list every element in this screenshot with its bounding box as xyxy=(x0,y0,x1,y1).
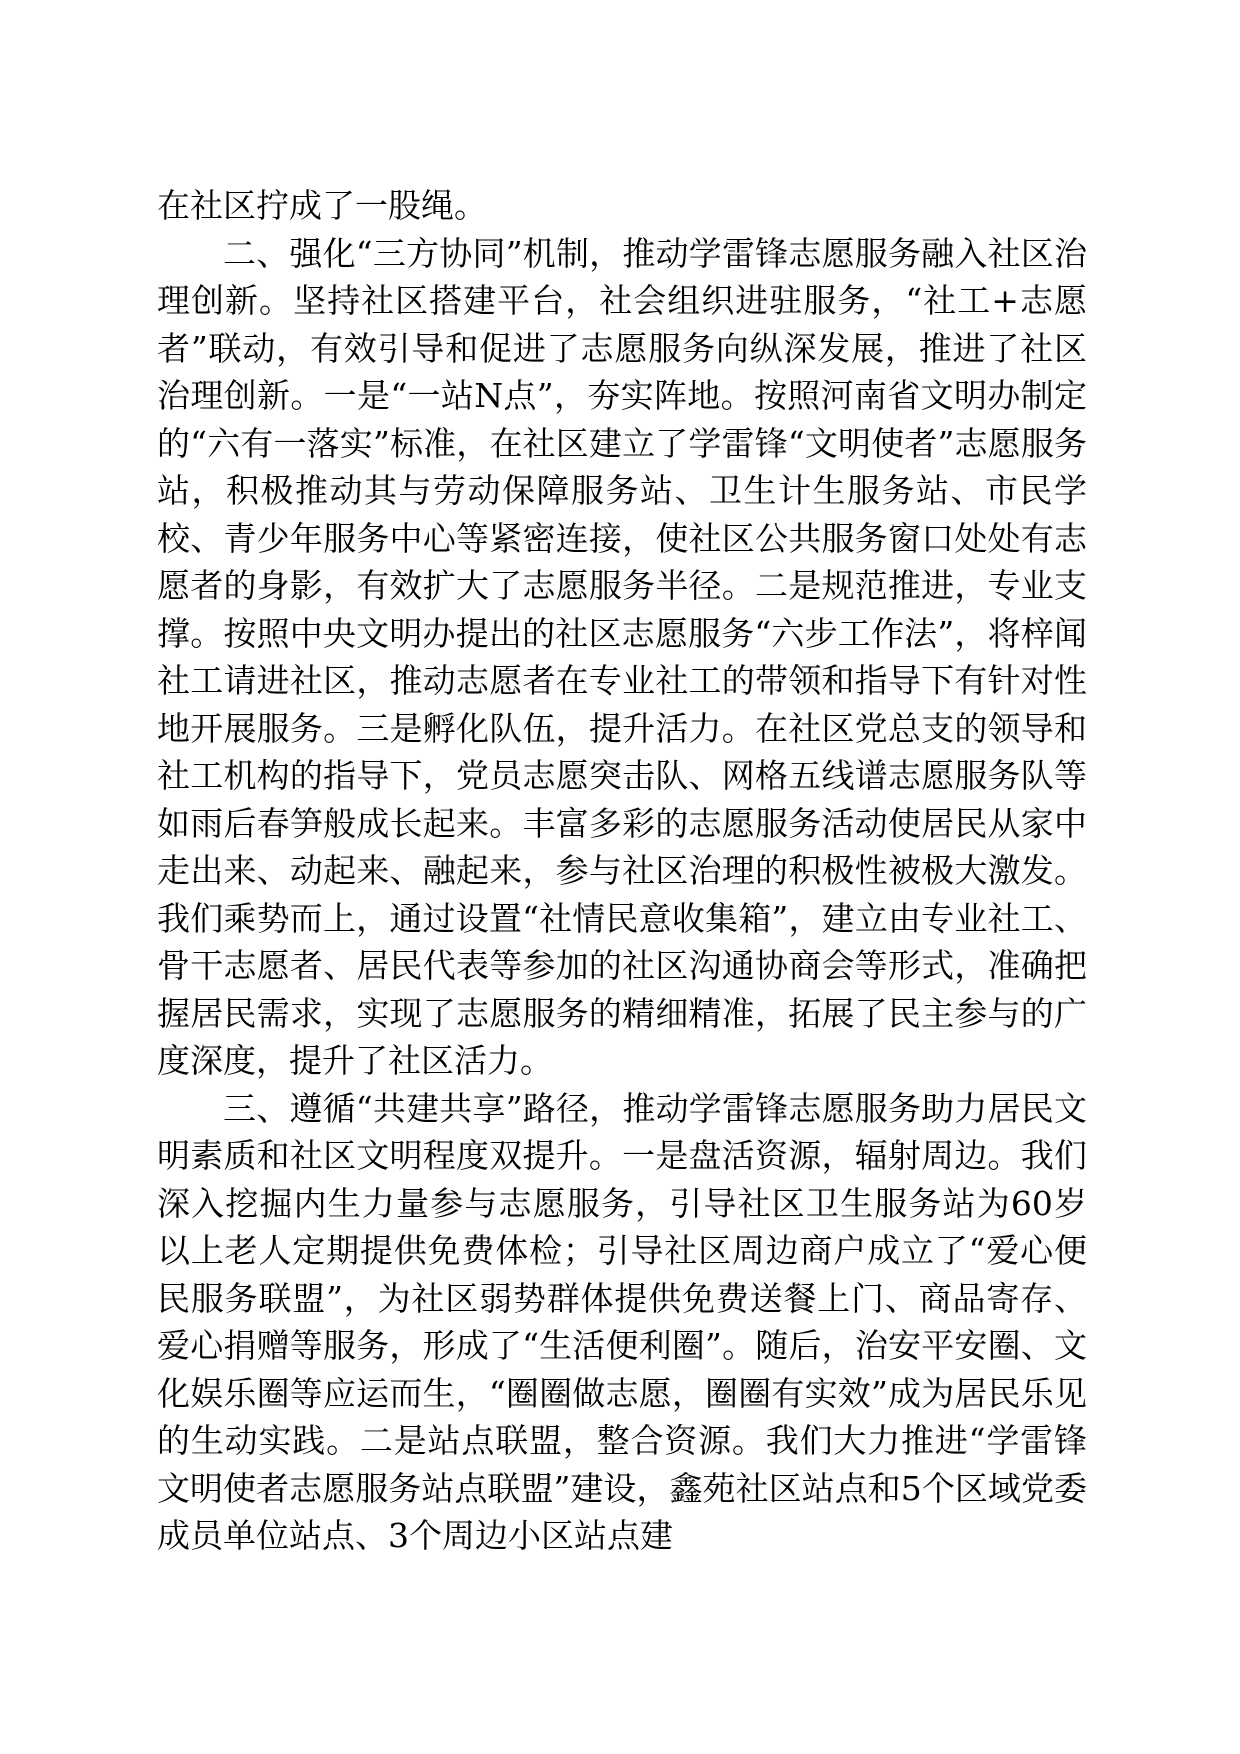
paragraph-continuation: 在社区拧成了一股绳。 xyxy=(157,186,487,225)
paragraph-section-three: 三、遵循“共建共享”路径，推动学雷锋志愿服务助力居民文明素质和社区文明程度双提升。一是盘活资源，辐射周边。我们深入挖掘内生力量参与志愿服务，引导社区卫生服务站为60岁以上老人定期提供免费体检；引导社区周边商户成立了“爱心便民服务联盟”，为社区弱势群体提供免费送餐上门、商品寄存、爱心捐赠等服务，形成了“生活便利圈”。随后，治安平安圈、文化娱乐圈等应运而生，“圈圈做志愿，圈圈有实效”成为居民乐见的生动实践。二是站点联盟，整合资源。我们大力推进“学雷锋文明使者志愿服务站点联盟”建设，鑫苑社区站点和5个区域党委成员单位站点、3个周边小区站点建 xyxy=(157,1088,1087,1555)
body-text xyxy=(157,182,1087,1560)
paragraph-section-two: 二、强化“三方协同”机制，推动学雷锋志愿服务融入社区治理创新。坚持社区搭建平台，社会组织进驻服务，“社工+志愿者”联动，有效引导和促进了志愿服务向纵深发展，推进了社区治理创新。一是“一站N点”，夯实阵地。按照河南省文明办制定的“六有一落实”标准，在社区建立了学雷锋“文明使者”志愿服务站，积极推动其与劳动保障服务站、卫生计生服务站、市民学校、青少年服务中心等紧密连接，使社区公共服务窗口处处有志愿者的身影，有效扩大了志愿服务半径。二是规范推进，专业支撑。按照中央文明办提出的社区志愿服务“六步工作法”，将梓闻社工请进社区，推动志愿者在专业社工的带领和指导下有针对性地开展服务。三是孵化队伍，提升活力。在社区党总支的领导和社工机构的指导下，党员志愿突击队、网格五线谱志愿服务队等如雨后春笋般成长起来。丰富多彩的志愿服务活动使居民从家中走出来、动起来、融起来，参与社区治理的积极性被极大激发。我们乘势而上，通过设置“社情民意收集箱”，建立由专业社工、骨干志愿者、居民代表等参加的社区沟通协商会等形式，准确把握居民需求，实现了志愿服务的精细精准，拓展了民主参与的广度深度，提升了社区活力。 xyxy=(157,233,1087,1080)
